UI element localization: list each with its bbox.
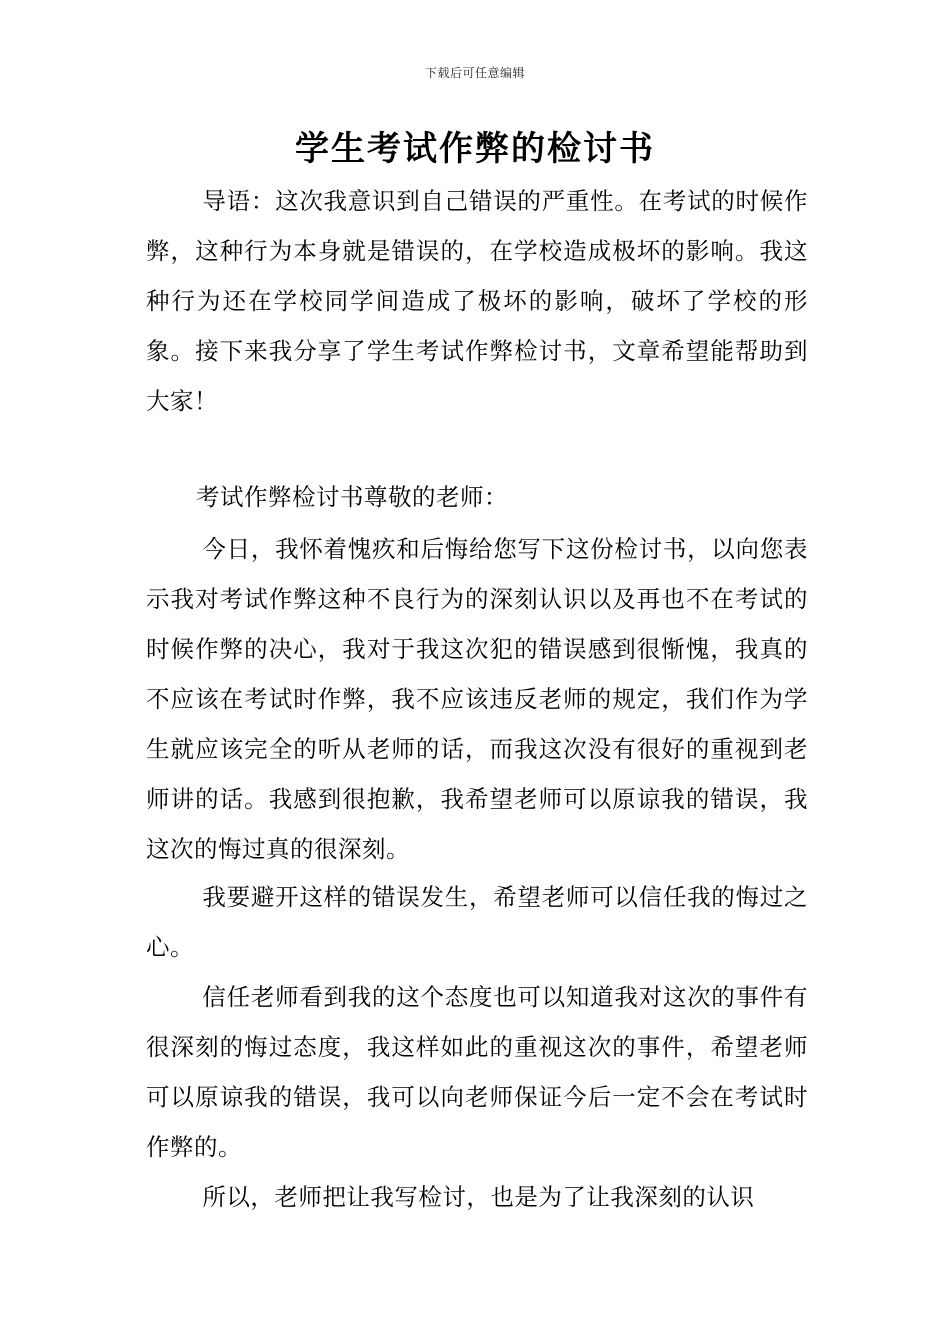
document-title: 学生考试作弊的检讨书 [295, 129, 655, 169]
body-paragraph-2: 我要避开这样的错误发生，希望老师可以信任我的悔过之心。 [146, 883, 808, 961]
body-paragraph-3: 信任老师看到我的这个态度也可以知道我对这次的事件有很深刻的悔过态度，我这样如此的重视这次的事件，希望老师可以原谅我的错误，我可以向老师保证今后一定不会在考试时作弊的。 [146, 983, 808, 1161]
body-paragraph-4: 所以，老师把让我写检讨，也是为了让我深刻的认识 [202, 1183, 755, 1211]
body-paragraph-1: 今日，我怀着愧疚和后悔给您写下这份检讨书，以向您表示我对考试作弊这种不良行为的深刻认识以及再也不在考试的时候作弊的决心，我对于我这次犯的错误感到很惭愧，我真的不应该在考试时作弊，我不应该违反老师的规定，我们作为学生就应该完全的听从老师的话，而我这次没有很好的重视到老师讲的话。我感到很抱歉，我希望老师可以原谅我的错误，我这次的悔过真的很深刻。 [146, 535, 808, 863]
header-note: 下载后可任意编辑 [424, 66, 525, 80]
intro-paragraph: 导语：这次我意识到自己错误的严重性。在考试的时候作弊，这种行为本身就是错误的，在学校造成极坏的影响。我这种行为还在学校同学间造成了极坏的影响，破坏了学校的形象。接下来我分享了学生考试作弊检讨书，文章希望能帮助到大家！ [146, 187, 808, 415]
salutation-line: 考试作弊检讨书尊敬的老师： [196, 483, 508, 511]
